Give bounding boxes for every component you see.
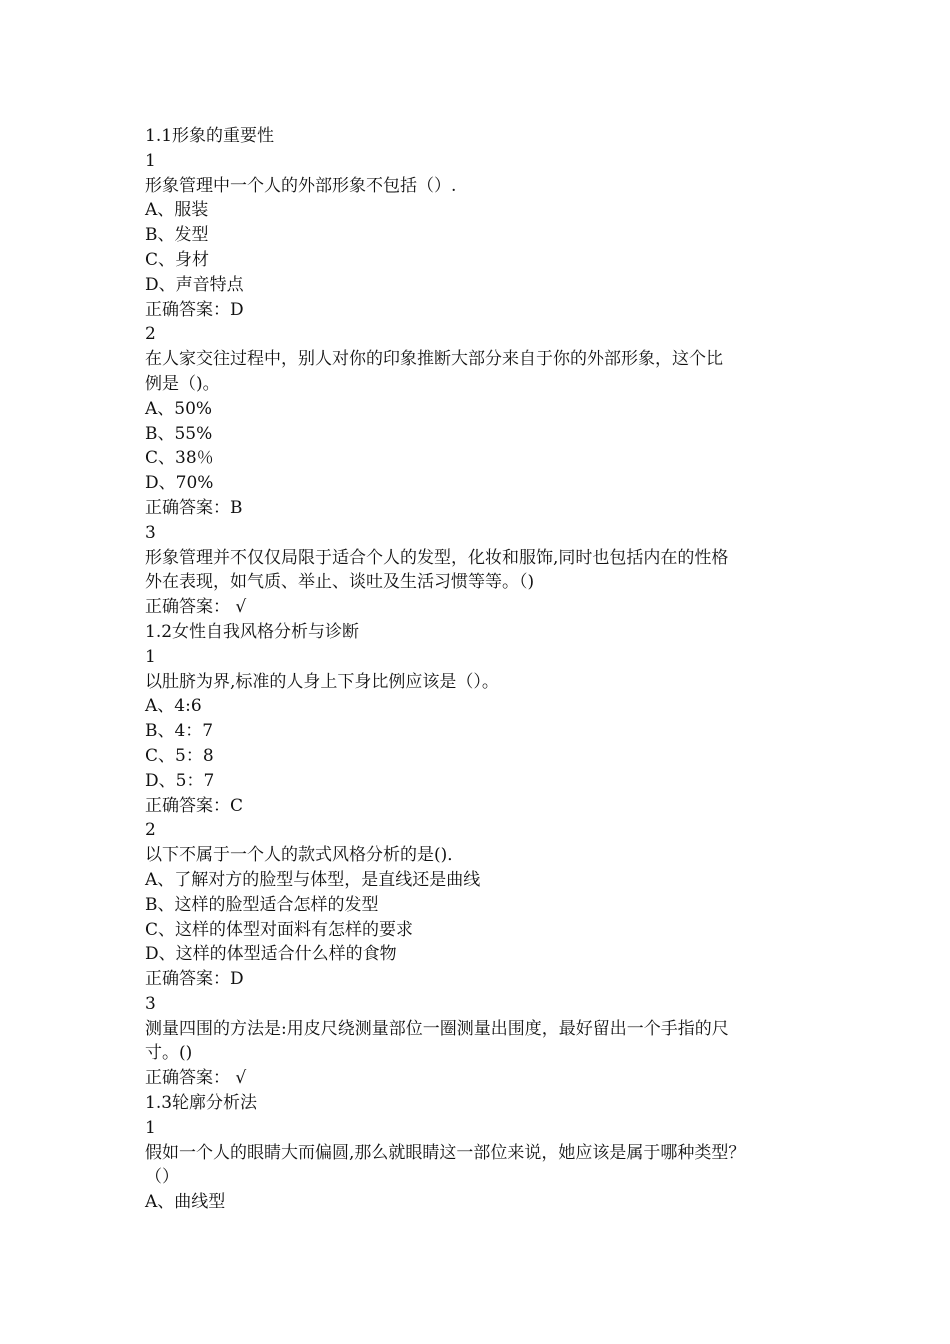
text-line: C、这样的体型对面料有怎样的要求 <box>145 919 414 940</box>
text-line: 假如一个人的眼睛大而偏圆,那么就眼睛这一部位来说，她应该是属于哪种类型？ <box>145 1142 746 1163</box>
text-line: A、了解对方的脸型与体型，是直线还是曲线 <box>145 869 481 890</box>
text-line: 正确答案：B <box>145 497 243 518</box>
text-line: 3 <box>145 522 156 543</box>
text-line: B、55% <box>145 423 213 444</box>
text-line: 在人家交往过程中，别人对你的印象推断大部分来自于你的外部形象，这个比 <box>145 349 723 370</box>
text-line: 1.1形象的重要性 <box>145 126 275 146</box>
text-line: 正确答案：D <box>145 299 244 320</box>
text-line: 正确答案： √ <box>145 597 247 618</box>
text-line: 1 <box>145 1117 156 1138</box>
text-line: 以下不属于一个人的款式风格分析的是()． <box>145 845 465 866</box>
text-line: A、50% <box>145 398 213 419</box>
text-line: 正确答案：D <box>145 969 244 990</box>
text-line: 形象管理并不仅仅局限于适合个人的发型，化妆和服饰,同时也包括内在的性格 <box>145 547 729 568</box>
text-line: 2 <box>145 820 156 841</box>
text-line: 外在表现，如气质、举止、谈吐及生活习惯等等。（) <box>145 572 535 593</box>
text-line: C、5：8 <box>145 745 214 766</box>
text-line: 正确答案：C <box>145 795 244 816</box>
text-line: 1.3轮廓分析法 <box>145 1093 258 1114</box>
text-line: 形象管理中一个人的外部形象不包括（）. <box>145 175 457 196</box>
text-line: 正确答案： √ <box>145 1068 247 1089</box>
text-line: B、发型 <box>145 225 209 246</box>
text-line: B、这样的脸型适合怎样的发型 <box>145 894 379 915</box>
text-line: 以肚脐为界,标准的人身上下身比例应该是（）。 <box>145 671 499 692</box>
text-line: B、4：7 <box>145 721 214 742</box>
text-line: 3 <box>145 993 156 1014</box>
text-line: 例是（)。 <box>145 373 220 394</box>
text-line: C、38％ <box>145 448 214 469</box>
text-line: D、70% <box>145 473 214 494</box>
text-line: D、声音特点 <box>145 274 244 295</box>
text-line: A、曲线型 <box>145 1192 226 1213</box>
text-line: A、4:6 <box>145 696 202 717</box>
text-line: 1 <box>145 150 156 171</box>
text-line: D、5：7 <box>145 770 215 791</box>
text-line: C、身材 <box>145 249 210 270</box>
text-line: 1.2女性自我风格分析与诊断 <box>145 621 360 642</box>
text-line: 寸。() <box>145 1043 193 1064</box>
text-line: （） <box>145 1167 179 1188</box>
text-line: 1 <box>145 646 156 667</box>
text-line: 测量四围的方法是:用皮尺绕测量部位一圈测量出围度，最好留出一个手指的尺 <box>145 1018 729 1039</box>
text-line: A、服装 <box>145 200 209 221</box>
document-body <box>145 124 845 1215</box>
text-line: 2 <box>145 324 156 345</box>
text-line: D、这样的体型适合什么样的食物 <box>145 944 397 965</box>
